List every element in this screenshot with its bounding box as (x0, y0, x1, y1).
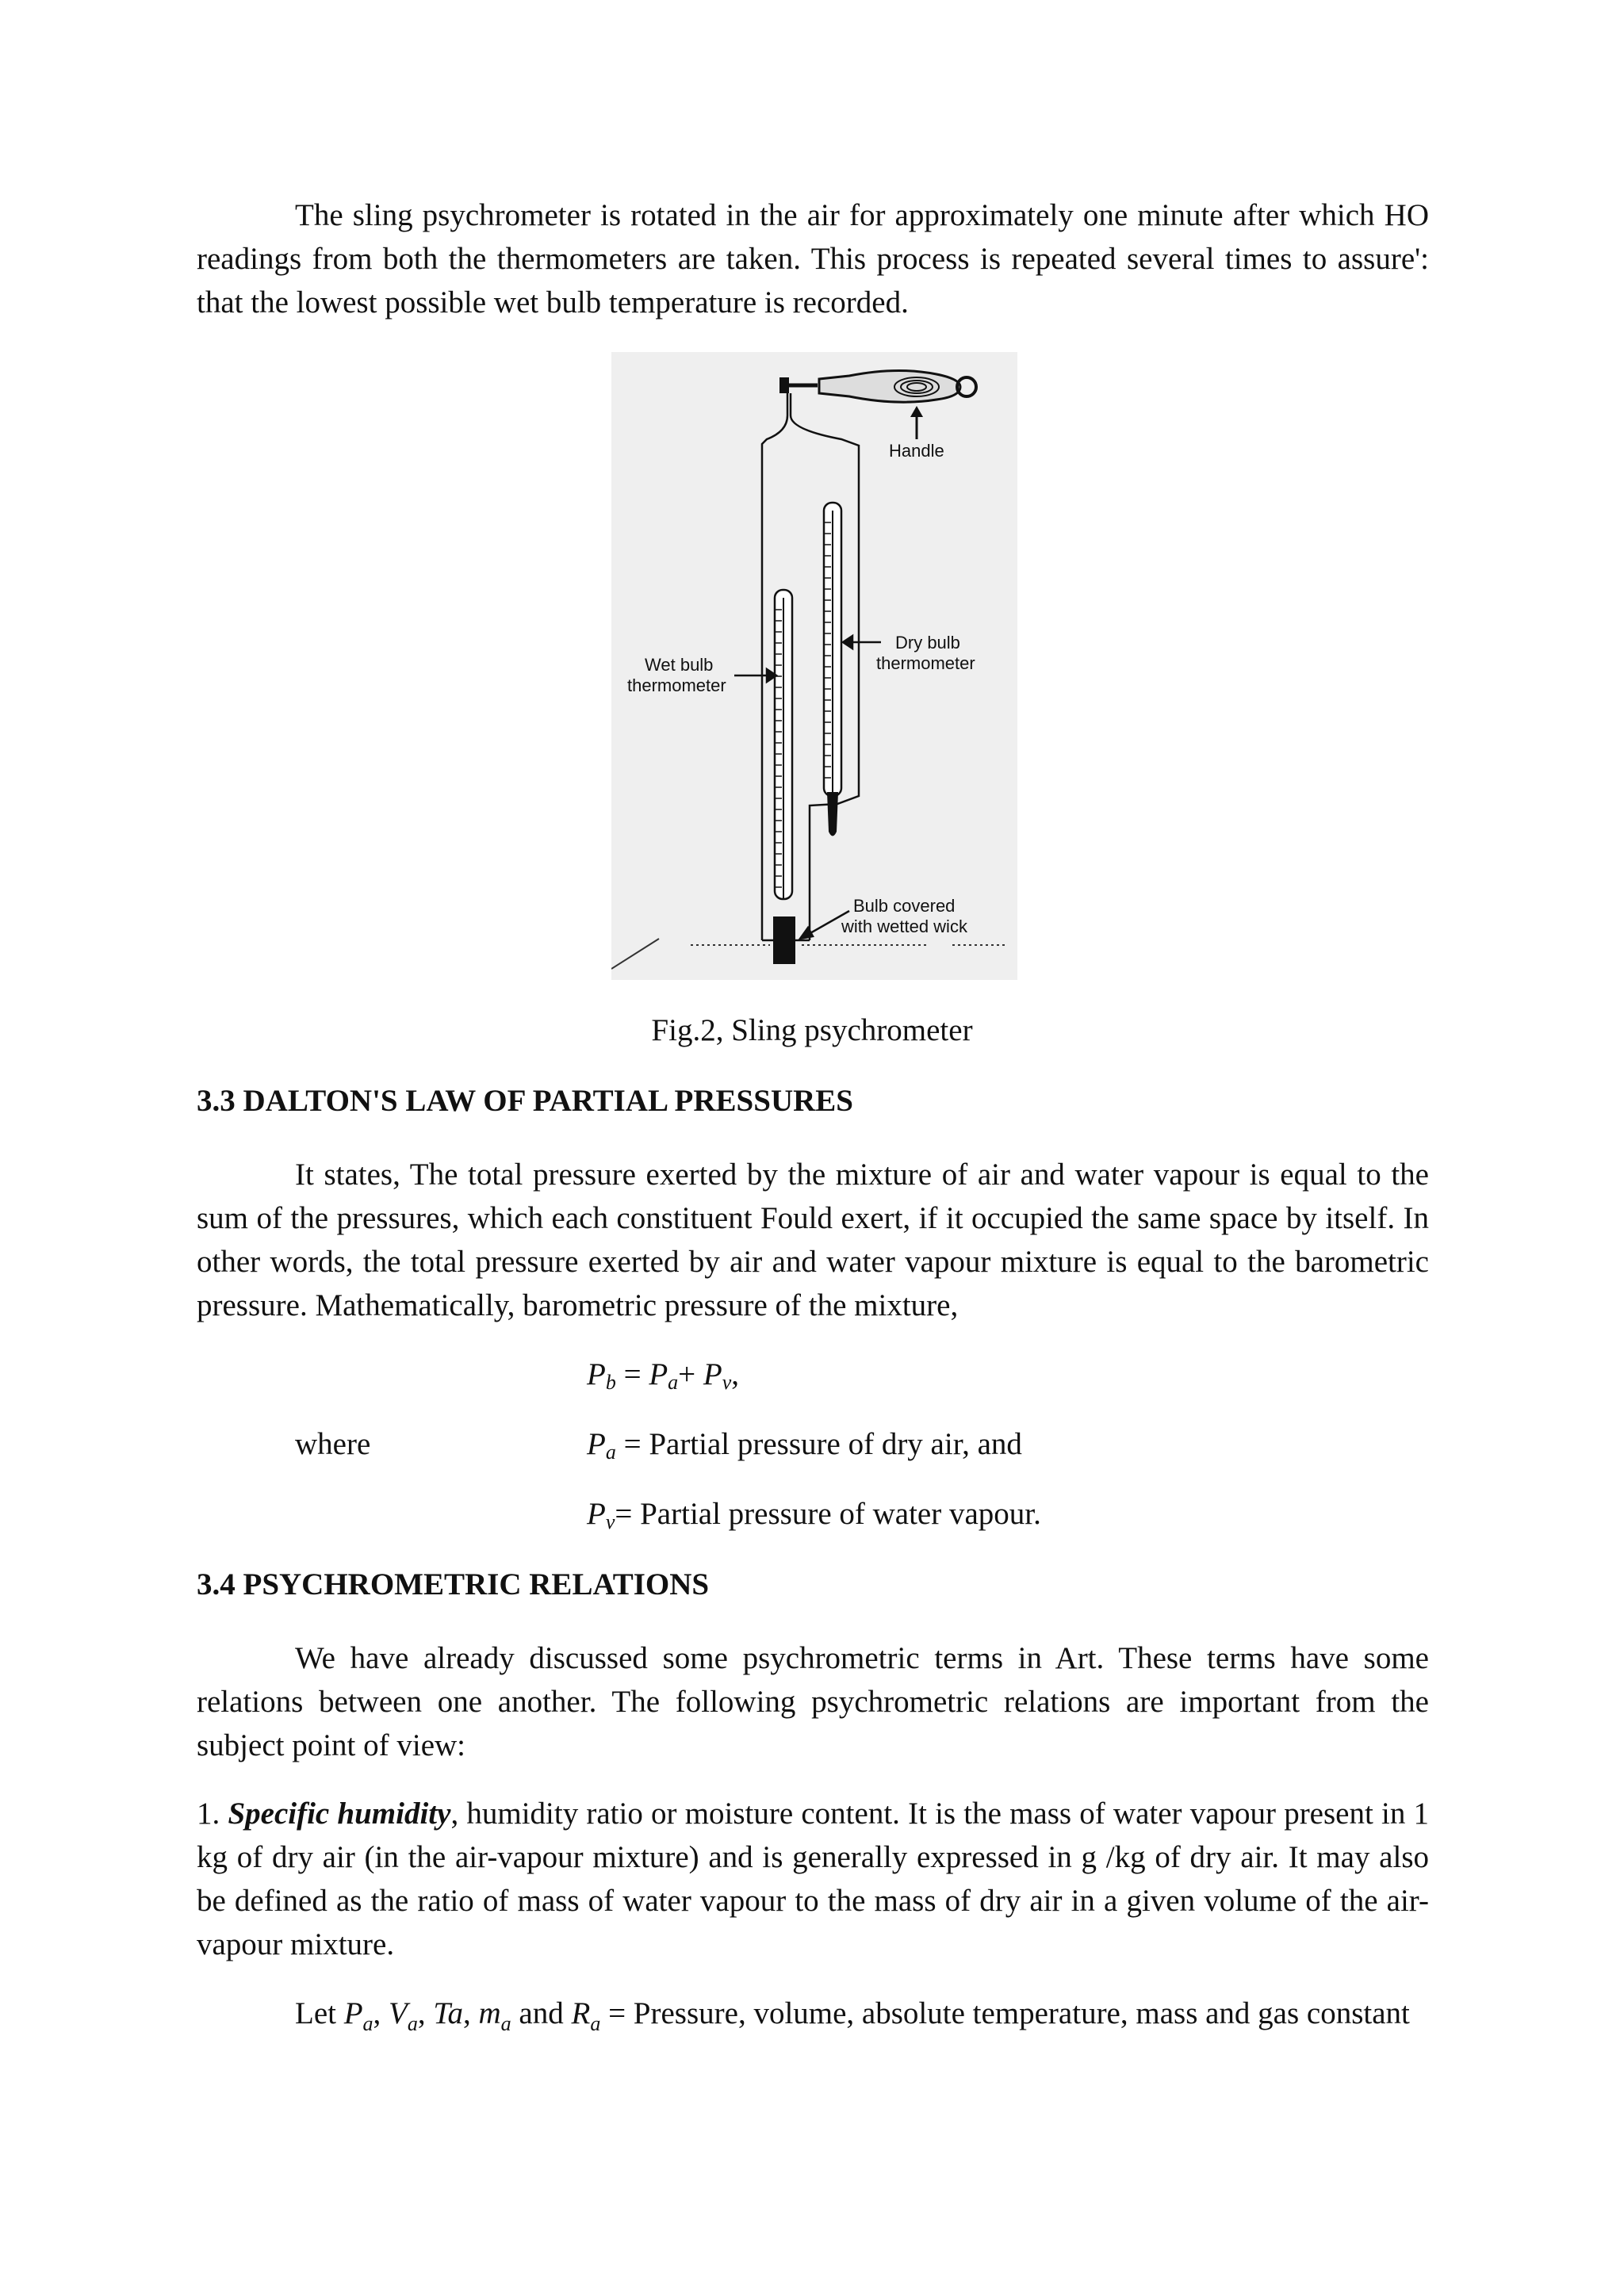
definition-pv: $P_v=$ Partial pressure of water vapour. (587, 1497, 1041, 1533)
sling-psychrometer-diagram (611, 352, 1017, 980)
figure-caption: Fig.2, Sling psychrometer (651, 1013, 973, 1047)
let-statement: Let $P_a$, $V_a$, Ta, $m_a$ and $R_a$ = Pressure, volume, absolute temperature, mass and gas constant (295, 1996, 1410, 2035)
dalton-equation: $P_b = P_a+ P_v$, (587, 1357, 740, 1394)
section-3-4-paragraph: We have already discussed some psychrometric terms in Art. These terms have some relations between one another. The following psychrometric relations are important from the subject point of view: (197, 1641, 1429, 1762)
handle-drawing (779, 370, 976, 439)
sling-psychrometer-figure (611, 352, 1017, 980)
where-label: where (295, 1427, 371, 1461)
bulb-label-line2: with wetted wick (841, 916, 967, 936)
bulb-label-line1: Bulb covered (853, 896, 956, 916)
scan-mark (611, 939, 659, 969)
specific-humidity-paragraph: 1. Specific humidity, humidity ratio or moisture content. It is the mass of water vapour present in 1 kg of dry air (in the air-vapour mixture) and is generally expressed in g /kg of dry air. It may also be defined as the ratio of mass of water vapour to the mass of dry air in a given volume of the air-vapour mixture. (197, 1797, 1430, 1961)
wet-bulb-label-line1: Wet bulb (645, 655, 714, 675)
section-3-4-heading: 3.4 PSYCHROMETRIC RELATIONS (197, 1567, 710, 1601)
wet-bulb-thermometer (773, 590, 795, 964)
dry-bulb-label-line2: thermometer (876, 653, 975, 673)
dry-bulb-thermometer (824, 503, 841, 836)
definition-pa: $P_a$ = Partial pressure of dry air, and (587, 1427, 1022, 1464)
intro-paragraph: The sling psychrometer is rotated in the air for approximately one minute after which HO readings from both the thermometers are taken. This process is repeated several times to assure': that the lowest possible wet bulb temperature is recorded. (197, 198, 1429, 320)
dry-bulb-label-line1: Dry bulb (895, 633, 960, 652)
section-3-3-heading: 3.3 DALTON'S LAW OF PARTIAL PRESSURES (197, 1084, 853, 1118)
handle-label: Handle (889, 441, 944, 461)
section-3-3-paragraph: It states, The total pressure exerted by the mixture of air and water vapour is equal to the sum of the pressures, which each constituent Fould exert, if it occupied the same space by itself. In other words, the total pressure exerted by air and water vapour mixture is equal to the barometric pressure. Mathematically, barometric pressure of the mixture, (197, 1158, 1429, 1322)
wet-bulb-label-line2: thermometer (627, 675, 726, 695)
